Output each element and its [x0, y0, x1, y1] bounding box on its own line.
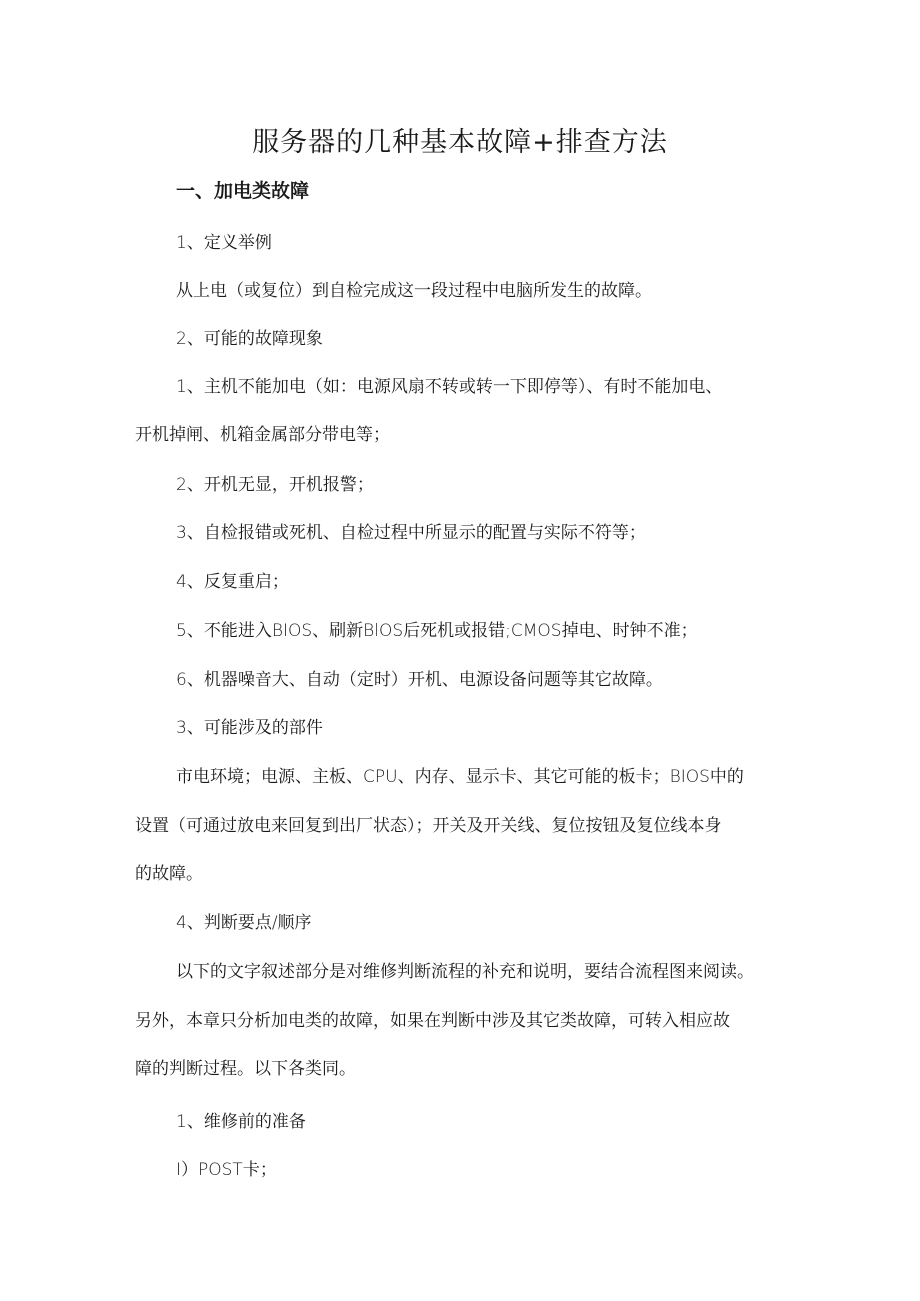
subheading-preparation: 1、维修前的准备 — [176, 1112, 306, 1132]
preparation-item-post-card: I）POST卡； — [176, 1160, 277, 1180]
components-line-2: 设置（可通过放电来回复到出厂状态）；开关及开关线、复位按钮及复位线本身 — [135, 816, 722, 836]
paragraph-definition: 从上电（或复位）到自检完成这一段过程中电脑所发生的故障。 — [176, 281, 652, 301]
section-heading-power-faults: 一、加电类故障 — [176, 180, 310, 202]
components-line-1: 市电环境；电源、主板、CPU、内存、显示卡、其它可能的板卡；BIOS中的 — [176, 767, 744, 787]
symptom-item-5: 5、不能进入BIOS、刷新BlOS后死机或报错;CMOS掉电、时钟不准； — [176, 621, 698, 641]
subheading-judgment: 4、判断要点/顺序 — [176, 913, 312, 933]
document-title: 服务器的几种基本故障+排查方法 — [252, 127, 668, 158]
symptom-item-1-line-2: 开机掉闸、机箱金属部分带电等； — [135, 425, 390, 445]
symptom-item-4: 4、反复重启； — [176, 572, 289, 592]
components-line-3: 的故障。 — [135, 864, 203, 884]
symptom-item-6: 6、机器噪音大、自动（定时）开机、电源设备问题等其它故障。 — [176, 670, 663, 690]
judgment-paragraph-line-1: 以下的文字叙述部分是对维修判断流程的补充和说明，要结合流程图来阅读。 — [176, 962, 754, 982]
symptom-item-1-line-1: 1、主机不能加电（如：电源风扇不转或转一下即停等）、有时不能加电、 — [176, 377, 723, 397]
judgment-paragraph-line-2: 另外，本章只分析加电类的故障，如果在判断中涉及其它类故障，可转入相应故 — [135, 1011, 730, 1031]
subheading-components: 3、可能涉及的部件 — [176, 718, 323, 738]
symptom-item-2: 2、开机无显，开机报警； — [176, 475, 374, 495]
judgment-paragraph-line-3: 障的判断过程。以下各类同。 — [135, 1059, 356, 1079]
symptom-item-3: 3、自检报错或死机、自检过程中所显示的配置与实际不符等； — [176, 523, 646, 543]
subheading-symptoms: 2、可能的故障现象 — [176, 329, 323, 349]
subheading-definition: 1、定义举例 — [176, 233, 272, 253]
